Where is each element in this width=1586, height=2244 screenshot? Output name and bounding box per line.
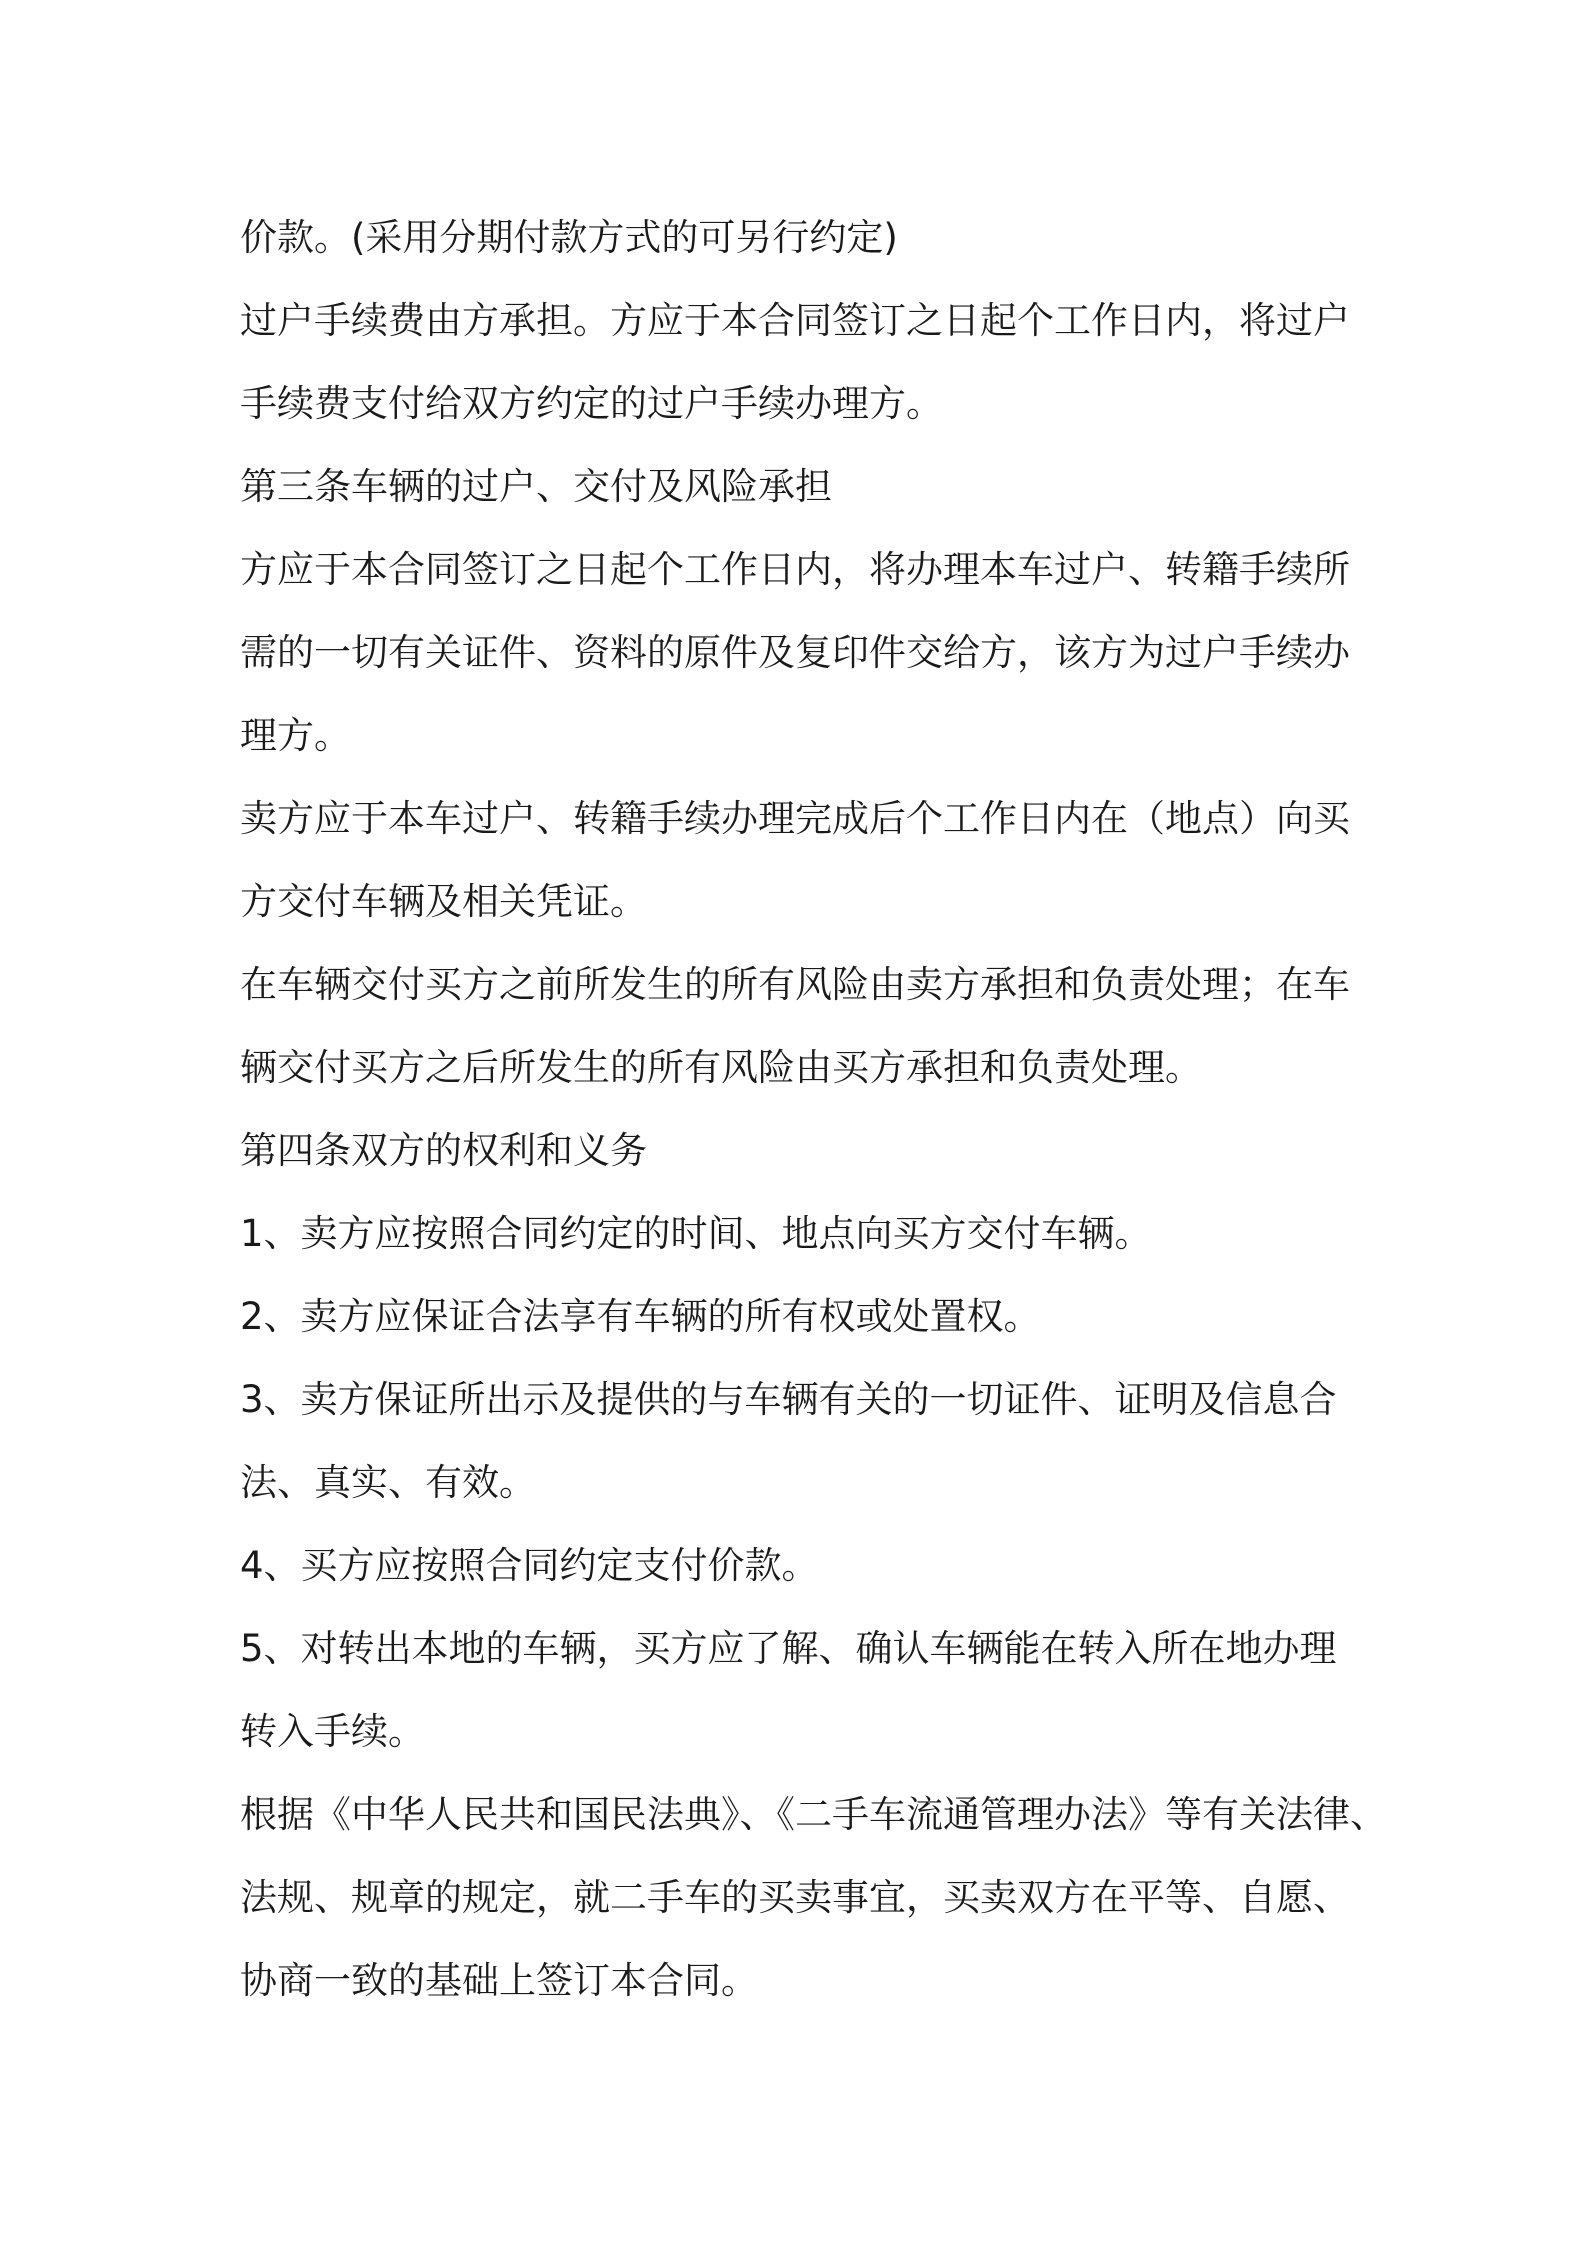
text-line: 根据《中华人民共和国民法典》、《二手车流通管理办法》等有关法律、: [240, 1793, 1387, 1836]
text-line: 方应于本合同签订之日起个工作日内，将办理本车过户、转籍手续所: [240, 548, 1350, 591]
text-line: 理方。: [240, 714, 351, 757]
text-line: 方交付车辆及相关凭证。: [240, 880, 647, 923]
text-line: 卖方应于本车过户、转籍手续办理完成后个工作日内在（地点）向买: [240, 797, 1350, 840]
section-heading: 第四条双方的权利和义务: [240, 1129, 647, 1172]
list-item: 3、卖方保证所出示及提供的与车辆有关的一切证件、证明及信息合: [240, 1378, 1337, 1421]
text-line: 法规、规章的规定，就二手车的买卖事宜，买卖双方在平等、自愿、: [240, 1876, 1350, 1919]
list-item: 4、买方应按照合同约定支付价款。: [240, 1544, 819, 1587]
list-item: 2、卖方应保证合法享有车辆的所有权或处置权。: [240, 1295, 1041, 1338]
text-line: 在车辆交付买方之前所发生的所有风险由卖方承担和负责处理；在车: [240, 963, 1350, 1006]
text-line: 协商一致的基础上签订本合同。: [240, 1959, 758, 2002]
text-line: 转入手续。: [240, 1710, 425, 1753]
section-heading: 第三条车辆的过户、交付及风险承担: [240, 465, 832, 508]
text-line: 手续费支付给双方约定的过户手续办理方。: [240, 382, 943, 425]
text-line: 过户手续费由方承担。方应于本合同签订之日起个工作日内，将过户: [240, 299, 1350, 342]
list-item: 5、对转出本地的车辆，买方应了解、确认车辆能在转入所在地办理: [240, 1627, 1337, 1670]
text-line: 辆交付买方之后所发生的所有风险由买方承担和负责处理。: [240, 1046, 1202, 1089]
text-line: 价款。(采用分期付款方式的可另行约定): [240, 216, 898, 259]
text-line: 法、真实、有效。: [240, 1461, 536, 1504]
list-item: 1、卖方应按照合同约定的时间、地点向买方交付车辆。: [240, 1212, 1152, 1255]
text-line: 需的一切有关证件、资料的原件及复印件交给方，该方为过户手续办: [240, 631, 1350, 674]
document-body: [240, 196, 1387, 2022]
